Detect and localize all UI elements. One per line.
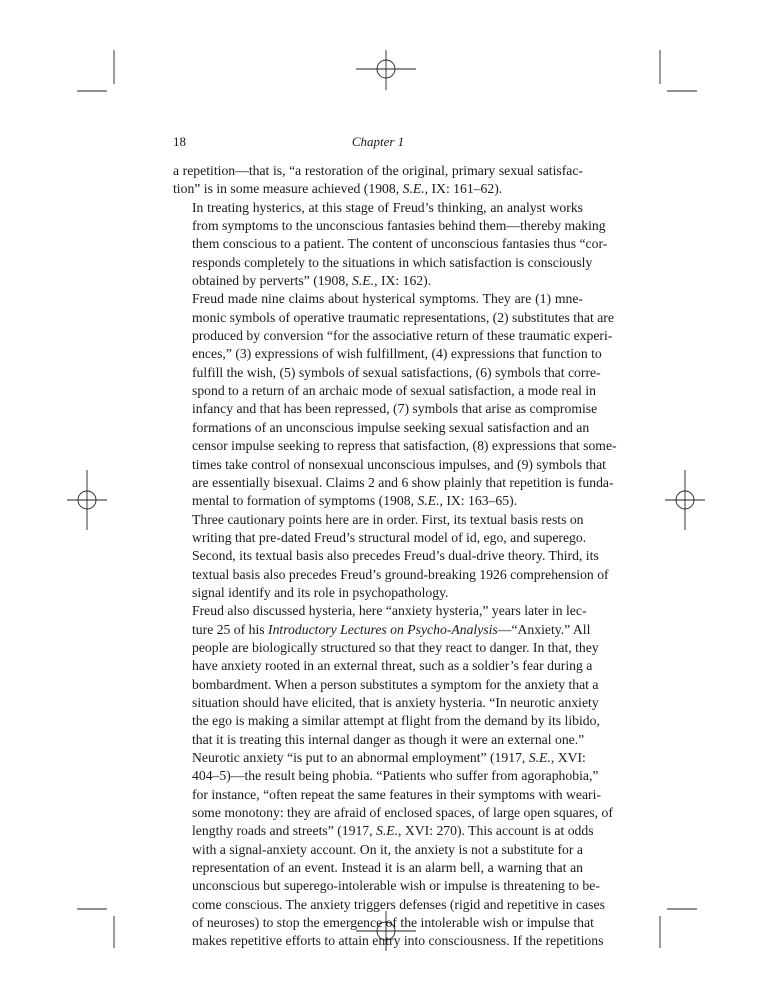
text-line: [173, 327, 613, 345]
paragraph: [173, 602, 613, 951]
text-segment: mental to formation of symptoms (1908,: [192, 493, 418, 509]
text-segment: ences,” (3) expressions of wish fulfillment, (4) expressions that function to: [192, 346, 602, 362]
text-segment: situation should have elicited, that is anxiety hysteria. “In neurotic anxiety: [192, 694, 599, 710]
italic-text: Introductory Lectures on Psycho-Analysis: [268, 621, 498, 637]
text-segment: obtained by perverts” (1908,: [192, 273, 353, 289]
text-line: [173, 235, 608, 253]
text-segment: monic symbols of operative traumatic representations, (2) substitutes that are: [192, 309, 614, 325]
text-line: [173, 932, 604, 950]
text-line: [173, 400, 598, 418]
text-line: [173, 896, 605, 914]
text-segment: times take control of nonsexual unconscious impulses, and (9) symbols that: [192, 456, 606, 472]
text-segment: , XVI:: [550, 750, 586, 765]
text-line: [173, 474, 614, 492]
text-segment: lengthy roads and streets” (1917,: [192, 823, 376, 839]
text-line: [173, 676, 599, 694]
text-segment: spond to a return of an archaic mode of sexual satisfaction, a mode real in: [192, 383, 597, 399]
text-segment: some monotony: they are afraid of enclosed spaces, of large open squares, of: [192, 805, 613, 821]
text-line: [173, 639, 599, 657]
text-line: [173, 364, 601, 382]
text-segment: fulfill the wish, (5) symbols of sexual satisfactions, (6) symbols that corre-: [192, 364, 601, 380]
text-line: [173, 419, 590, 437]
text-segment: Freud also discussed hysteria, here “anxiety hysteria,” years later in lec-: [192, 603, 587, 619]
text-line: [173, 254, 593, 272]
italic-text: S.E.: [417, 493, 440, 509]
italic-text: S.E.: [352, 273, 375, 289]
text-line: [173, 309, 614, 327]
text-segment: the ego is making a similar attempt at flight from the demand by its libido,: [192, 713, 600, 729]
text-segment: infancy and that has been repressed, (7) symbols that arise as compromise: [192, 401, 598, 417]
text-line: [173, 547, 599, 565]
text-segment: people are biologically structured so that they react to danger. In that, they: [192, 639, 599, 655]
text-segment: come conscious. The anxiety triggers defenses (rigid and repetitive in cases: [192, 896, 605, 912]
text-segment: are essentially bisexual. Claims 2 and 6 show plainly that repetition is funda-: [192, 474, 614, 490]
text-line: [173, 712, 600, 730]
text-line: [173, 877, 600, 895]
text-line: [173, 731, 583, 749]
page-header: [173, 134, 583, 152]
text-line: [173, 217, 606, 235]
text-segment: , IX: 161–62).: [424, 181, 503, 197]
text-line: [173, 199, 583, 217]
text-line: [173, 272, 583, 290]
registration-mark-left: [67, 470, 107, 530]
text-segment: them conscious to a patient. The content of unconscious fantasies thus “cor-: [192, 236, 608, 252]
text-segment: unconscious but superego-intolerable wish or impulse is threatening to be-: [192, 878, 600, 894]
text-segment: Second, its textual basis also precedes Freud’s dual-drive theory. Third, its: [192, 548, 599, 564]
text-line: [173, 822, 594, 840]
text-line: [173, 786, 601, 804]
text-segment: signal identify and its role in psychopathology.: [192, 584, 449, 600]
paragraph: [173, 290, 617, 510]
crop-mark-top-right: [660, 50, 697, 91]
italic-text: S.E.: [375, 823, 399, 839]
text-line: [173, 180, 583, 198]
text-line: [173, 914, 594, 932]
text-segment: produced by conversion “for the associative return of these traumatic experi-: [192, 328, 613, 344]
text-segment: ture 25 of his: [192, 621, 269, 637]
text-segment: writing that pre-dated Freud’s structural model of id, ego, and superego.: [192, 529, 587, 545]
registration-mark-top: [356, 50, 416, 90]
italic-text: S.E.: [528, 750, 551, 765]
text-segment: , XVI: 270). This account is at odds: [398, 823, 594, 839]
text-segment: from symptoms to the unconscious fantasies behind them—thereby making: [192, 218, 606, 234]
text-segment: for instance, “often repeat the same features in their symptoms with weari-: [192, 786, 601, 802]
text-line: [173, 345, 602, 363]
text-segment: responds completely to the situations in which satisfaction is consciously: [192, 254, 593, 270]
text-line: [173, 584, 583, 602]
text-segment: formations of an unconscious impulse seeking sexual satisfaction and an: [192, 419, 590, 435]
crop-mark-bottom-right: [660, 909, 697, 948]
text-segment: , IX: 163–65).: [439, 493, 518, 509]
text-segment: bombardment. When a person substitutes a symptom for the anxiety that a: [192, 676, 599, 692]
text-segment: tion” is in some measure achieved (1908,: [173, 181, 403, 197]
text-line: [173, 602, 587, 620]
text-line: [173, 492, 583, 510]
text-segment: censor impulse seeking to repress that satisfaction, (8) expressions that some-: [192, 438, 617, 454]
crop-mark-top-left: [77, 50, 114, 91]
text-line: [173, 456, 606, 474]
text-line: [173, 749, 586, 767]
crop-mark-bottom-left: [77, 909, 114, 948]
text-line: [173, 437, 617, 455]
text-line: [173, 841, 583, 859]
text-segment: have anxiety rooted in an external threat, such as a soldier’s fear during a: [192, 658, 593, 674]
text-segment: with a signal-anxiety account. On it, the anxiety is not a substitute for a: [192, 841, 583, 857]
text-line: [173, 511, 583, 529]
text-line: [173, 657, 593, 675]
text-line: [173, 804, 613, 822]
page-number: 18: [173, 134, 186, 149]
text-line: [173, 382, 597, 400]
text-segment: —“Anxiety.” All: [497, 621, 591, 637]
text-segment: Freud made nine claims about hysterical symptoms. They are (1) mne-: [192, 291, 583, 307]
text-segment: 404–5)—the result being phobia. “Patients who suffer from agoraphobia,”: [192, 768, 599, 784]
paragraph: [173, 199, 608, 291]
text-line: [173, 767, 599, 785]
text-line: [173, 529, 587, 547]
text-segment: Neurotic anxiety “is put to an abnormal employment” (1917,: [192, 750, 529, 765]
text-segment: a repetition—that is, “a restoration of the original, primary sexual satisfac-: [173, 163, 583, 178]
paragraph: [173, 162, 583, 199]
text-segment: Three cautionary points here are in order. First, its textual basis rests on: [192, 511, 584, 527]
text-segment: makes repetitive efforts to attain entry into consciousness. If the repetitions: [192, 933, 604, 949]
text-segment: of neuroses) to stop the emergence of the intolerable wish or impulse that: [192, 915, 594, 931]
running-head: Chapter 1: [351, 134, 405, 149]
text-segment: textual basis also precedes Freud’s ground-breaking 1926 comprehension of: [192, 566, 609, 582]
registration-mark-right: [665, 470, 705, 530]
text-segment: , IX: 162).: [374, 273, 432, 289]
text-line: [173, 621, 591, 639]
italic-text: S.E.: [402, 181, 425, 197]
text-line: [173, 566, 609, 584]
text-segment: that it is treating this internal danger as though it were an external one.”: [192, 731, 585, 747]
paragraph: [173, 511, 609, 603]
text-segment: In treating hysterics, at this stage of Freud’s thinking, an analyst works: [192, 199, 583, 215]
text-line: [173, 694, 599, 712]
text-line: [173, 859, 583, 877]
text-segment: representation of an event. Instead it is an alarm bell, a warning that an: [192, 860, 583, 876]
body-text: [173, 162, 617, 951]
text-line: [173, 290, 583, 308]
text-line: [173, 162, 583, 180]
